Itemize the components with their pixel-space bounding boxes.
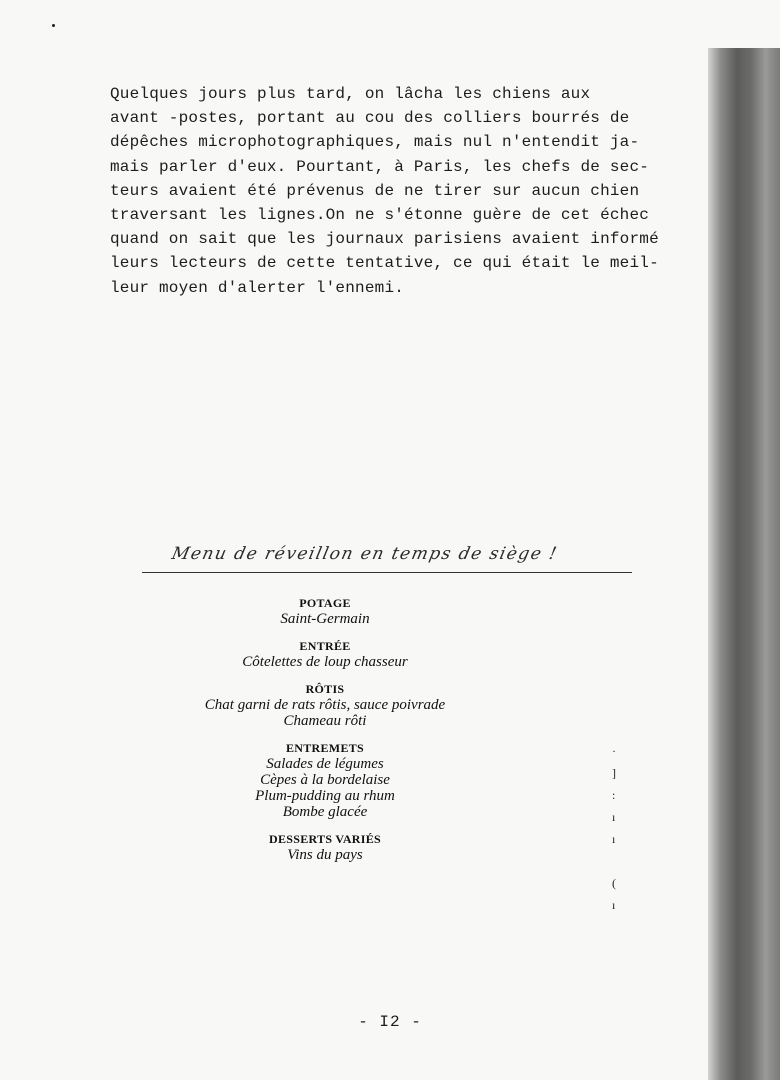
menu-heading: POTAGE [299,596,351,610]
menu-item: Côtelettes de loup chasseur [242,654,408,670]
menu-section-entremets [160,741,490,820]
menu-section-desserts [160,832,490,863]
margin-marks: · ] : ı ı ( ı [612,744,616,912]
menu-heading: ENTREMETS [285,741,365,755]
handwritten-title [142,538,632,573]
scan-speck [52,24,55,27]
menu-item: Plum-pudding au rhum [255,788,395,804]
menu-list [160,596,490,875]
handwritten-title-text: Menu de réveillon en temps de siège ! [169,544,560,564]
menu-item: Chameau rôti [283,713,367,729]
menu-item: Cèpes à la bordelaise [260,772,390,788]
menu-heading: DESSERTS VARIÉS [268,832,382,846]
menu-heading: ENTRÉE [299,639,351,653]
menu-item: Salades de légumes [266,756,384,772]
menu-section-rotis [160,682,490,729]
body-text [110,82,670,300]
menu-heading: RÔTIS [305,682,345,696]
menu-item: Chat garni de rats rôtis, sauce poivrade [204,697,446,713]
menu-section-potage [160,596,490,627]
body-paragraph: Quelques jours plus tard, on lâcha les chiens aux avant -postes, portant au cou des colliers bourrés de dépêches microphotographiques, mais nul n'entendit ja- mais parler d'eux. Pourtant, à Paris, les chefs de sec- teurs avaient été prévenus de ne tirer sur aucun chien traversant les lignes.On ne s'étonne guère de cet échec quand on sait que les journaux parisiens avaient informé leurs lecteurs de cette tentative, ce qui était le meil- leur moyen d'alerter l'ennemi. [110,85,659,297]
scan-shadow-edge [708,48,780,1080]
page-number: - I2 - [358,1013,422,1031]
menu-item: Saint-Germain [280,611,370,627]
menu-item: Bombe glacée [282,804,368,820]
menu-item: Vins du pays [287,847,363,863]
menu-section-entree [160,639,490,670]
